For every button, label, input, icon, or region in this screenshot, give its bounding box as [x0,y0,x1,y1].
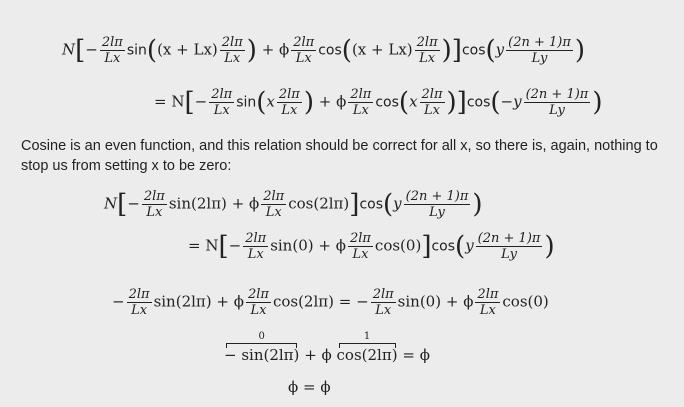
explanation-text: Cosine is an even function, and this relation should be correct for all x, so there is, again, nothing to stop us from setting x to be zero: [21,138,658,174]
equation-2-line-1: N[− $\frac{2l\pi}{Lx}$ sin(2lπ) + ϕ $\frac{2l\pi}{Lx}$ cos(2lπ)]cos(y $\frac{(2n + 1)\pi}{Ly}$ ) [104,189,483,220]
overbrace-sin: 0 − sin(2lπ) [224,331,300,364]
equation-1-line-1: N[− $\frac{2l\pi}{Lx}$ sin((x + Lx) $\frac{2l\pi}{Lx}$ ) + ϕ $\frac{2l\pi}{Lx}$ cos((x + Lx) $\frac{2l\pi}{Lx}$ )]cos(y $\frac{(2n + 1)\pi}{Ly}$ ) [62,35,586,66]
equation-1-line-2: = N[− $\frac{2l\pi}{Lx}$ sin(x $\frac{2l\pi}{Lx}$ ) + ϕ $\frac{2l\pi}{Lx}$ cos(x $\frac{2l\pi}{Lx}$ )]cos(−y $\frac{(2n + 1)\pi}{Ly}$ ) [154,87,603,118]
equation-3: − $\frac{2l\pi}{Lx}$ sin(2lπ) + ϕ $\frac{2l\pi}{Lx}$ cos(2lπ) = − $\frac{2l\pi}{Lx}$ sin(0) + ϕ $\frac{2l\pi}{Lx}$ cos(0) [112,287,549,318]
factor-n: N [62,40,76,59]
equation-2-line-2: = N[− $\frac{2l\pi}{Lx}$ sin(0) + ϕ $\frac{2l\pi}{Lx}$ cos(0)]cos(y $\frac{(2n + 1)\pi}{Ly}$ ) [188,231,555,262]
equation-4: 0 − sin(2lπ) + ϕ 1 cos(2lπ) = ϕ [224,331,430,364]
overbrace-cos: 1 cos(2lπ) [336,331,398,364]
fraction: $\frac{2l\pi}{Lx}$ [101,35,123,66]
equation-5: ϕ = ϕ [288,378,331,396]
